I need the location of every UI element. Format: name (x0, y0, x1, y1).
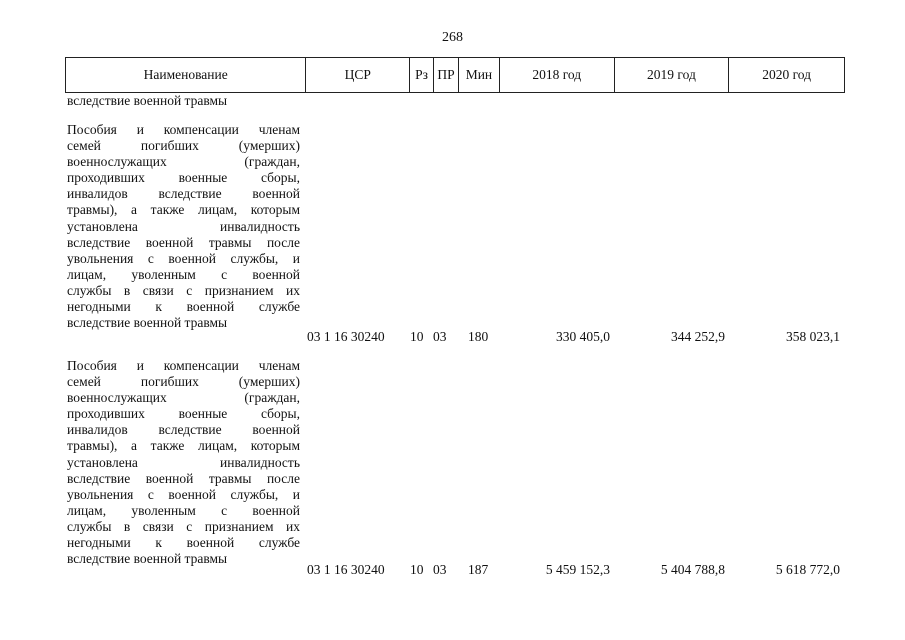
row-name-line: вследствие военной травмы (67, 315, 228, 331)
row-name-line: Пособия и компенсации членам (67, 358, 300, 373)
header-min: Мин (459, 58, 500, 92)
row-name-line: инвалидов вследствие военной (67, 422, 300, 438)
row-name-line: вследствие военной травмы после (67, 234, 300, 250)
header-2018: 2018 год (500, 58, 615, 92)
row-name (67, 358, 300, 567)
row-name-line: установлена инвалидность (67, 454, 300, 470)
row-name-line: вследствие военной травмы (67, 551, 228, 567)
row-name-line: службы в связи с признанием их (67, 282, 300, 298)
table-header (65, 57, 845, 93)
row-name-line: семей погибших (умерших) (67, 138, 300, 154)
row-2019: 344 252,9 (671, 329, 725, 344)
row-name-line: проходивших военные сборы, (67, 406, 300, 422)
row-name-line: лицам, уволенным с военной (67, 502, 300, 518)
header-rz: Рз (410, 58, 434, 92)
row-name-line: увольнения с военной службы, и (67, 486, 300, 502)
row-name-line: семей погибших (умерших) (67, 374, 300, 390)
row-name-line: увольнения с военной службы, и (67, 250, 300, 266)
row-name-line: лицам, уволенным с военной (67, 266, 300, 282)
row-rz: 10 (410, 329, 424, 344)
row-rz: 10 (410, 562, 424, 577)
row-min: 187 (468, 562, 489, 577)
row-2020: 358 023,1 (786, 329, 840, 344)
header-pr: ПР (434, 58, 459, 92)
page-number: 268 (442, 30, 463, 45)
row-name-line: проходивших военные сборы, (67, 170, 300, 186)
row-2019: 5 404 788,8 (660, 562, 725, 577)
header-2020: 2020 год (762, 67, 812, 82)
row-name-line: негодными к военной службе (67, 299, 300, 315)
row-min: 180 (468, 329, 489, 344)
row-pr: 03 (433, 562, 447, 577)
row-name-line: военнослужащих (граждан, (67, 390, 300, 406)
row-2018: 330 405,0 (556, 329, 610, 344)
row-name-line: Пособия и компенсации членам (67, 122, 300, 137)
header-csr: ЦСР (306, 58, 410, 92)
row-name (67, 122, 300, 331)
row-pr: 03 (433, 329, 447, 344)
row-name-line: службы в связи с признанием их (67, 518, 300, 534)
row-2020: 5 618 772,0 (775, 562, 840, 577)
header-name: Наименование (66, 58, 306, 92)
header-2019: 2019 год (615, 58, 730, 92)
row-name-line: военнослужащих (граждан, (67, 154, 300, 170)
row-name-line: негодными к военной службе (67, 535, 300, 551)
continuation-text: вследствие военной травмы (67, 93, 228, 108)
row-name-line: установлена инвалидность (67, 218, 300, 234)
row-name-line: травмы), а также лицам, которым (67, 202, 300, 218)
row-name-line: вследствие военной травмы после (67, 470, 300, 486)
row-name-line: травмы), а также лицам, которым (67, 438, 300, 454)
row-2018: 5 459 152,3 (545, 562, 610, 577)
row-csr: 03 1 16 30240 (307, 562, 385, 577)
row-csr: 03 1 16 30240 (307, 329, 385, 344)
row-name-line: инвалидов вследствие военной (67, 186, 300, 202)
